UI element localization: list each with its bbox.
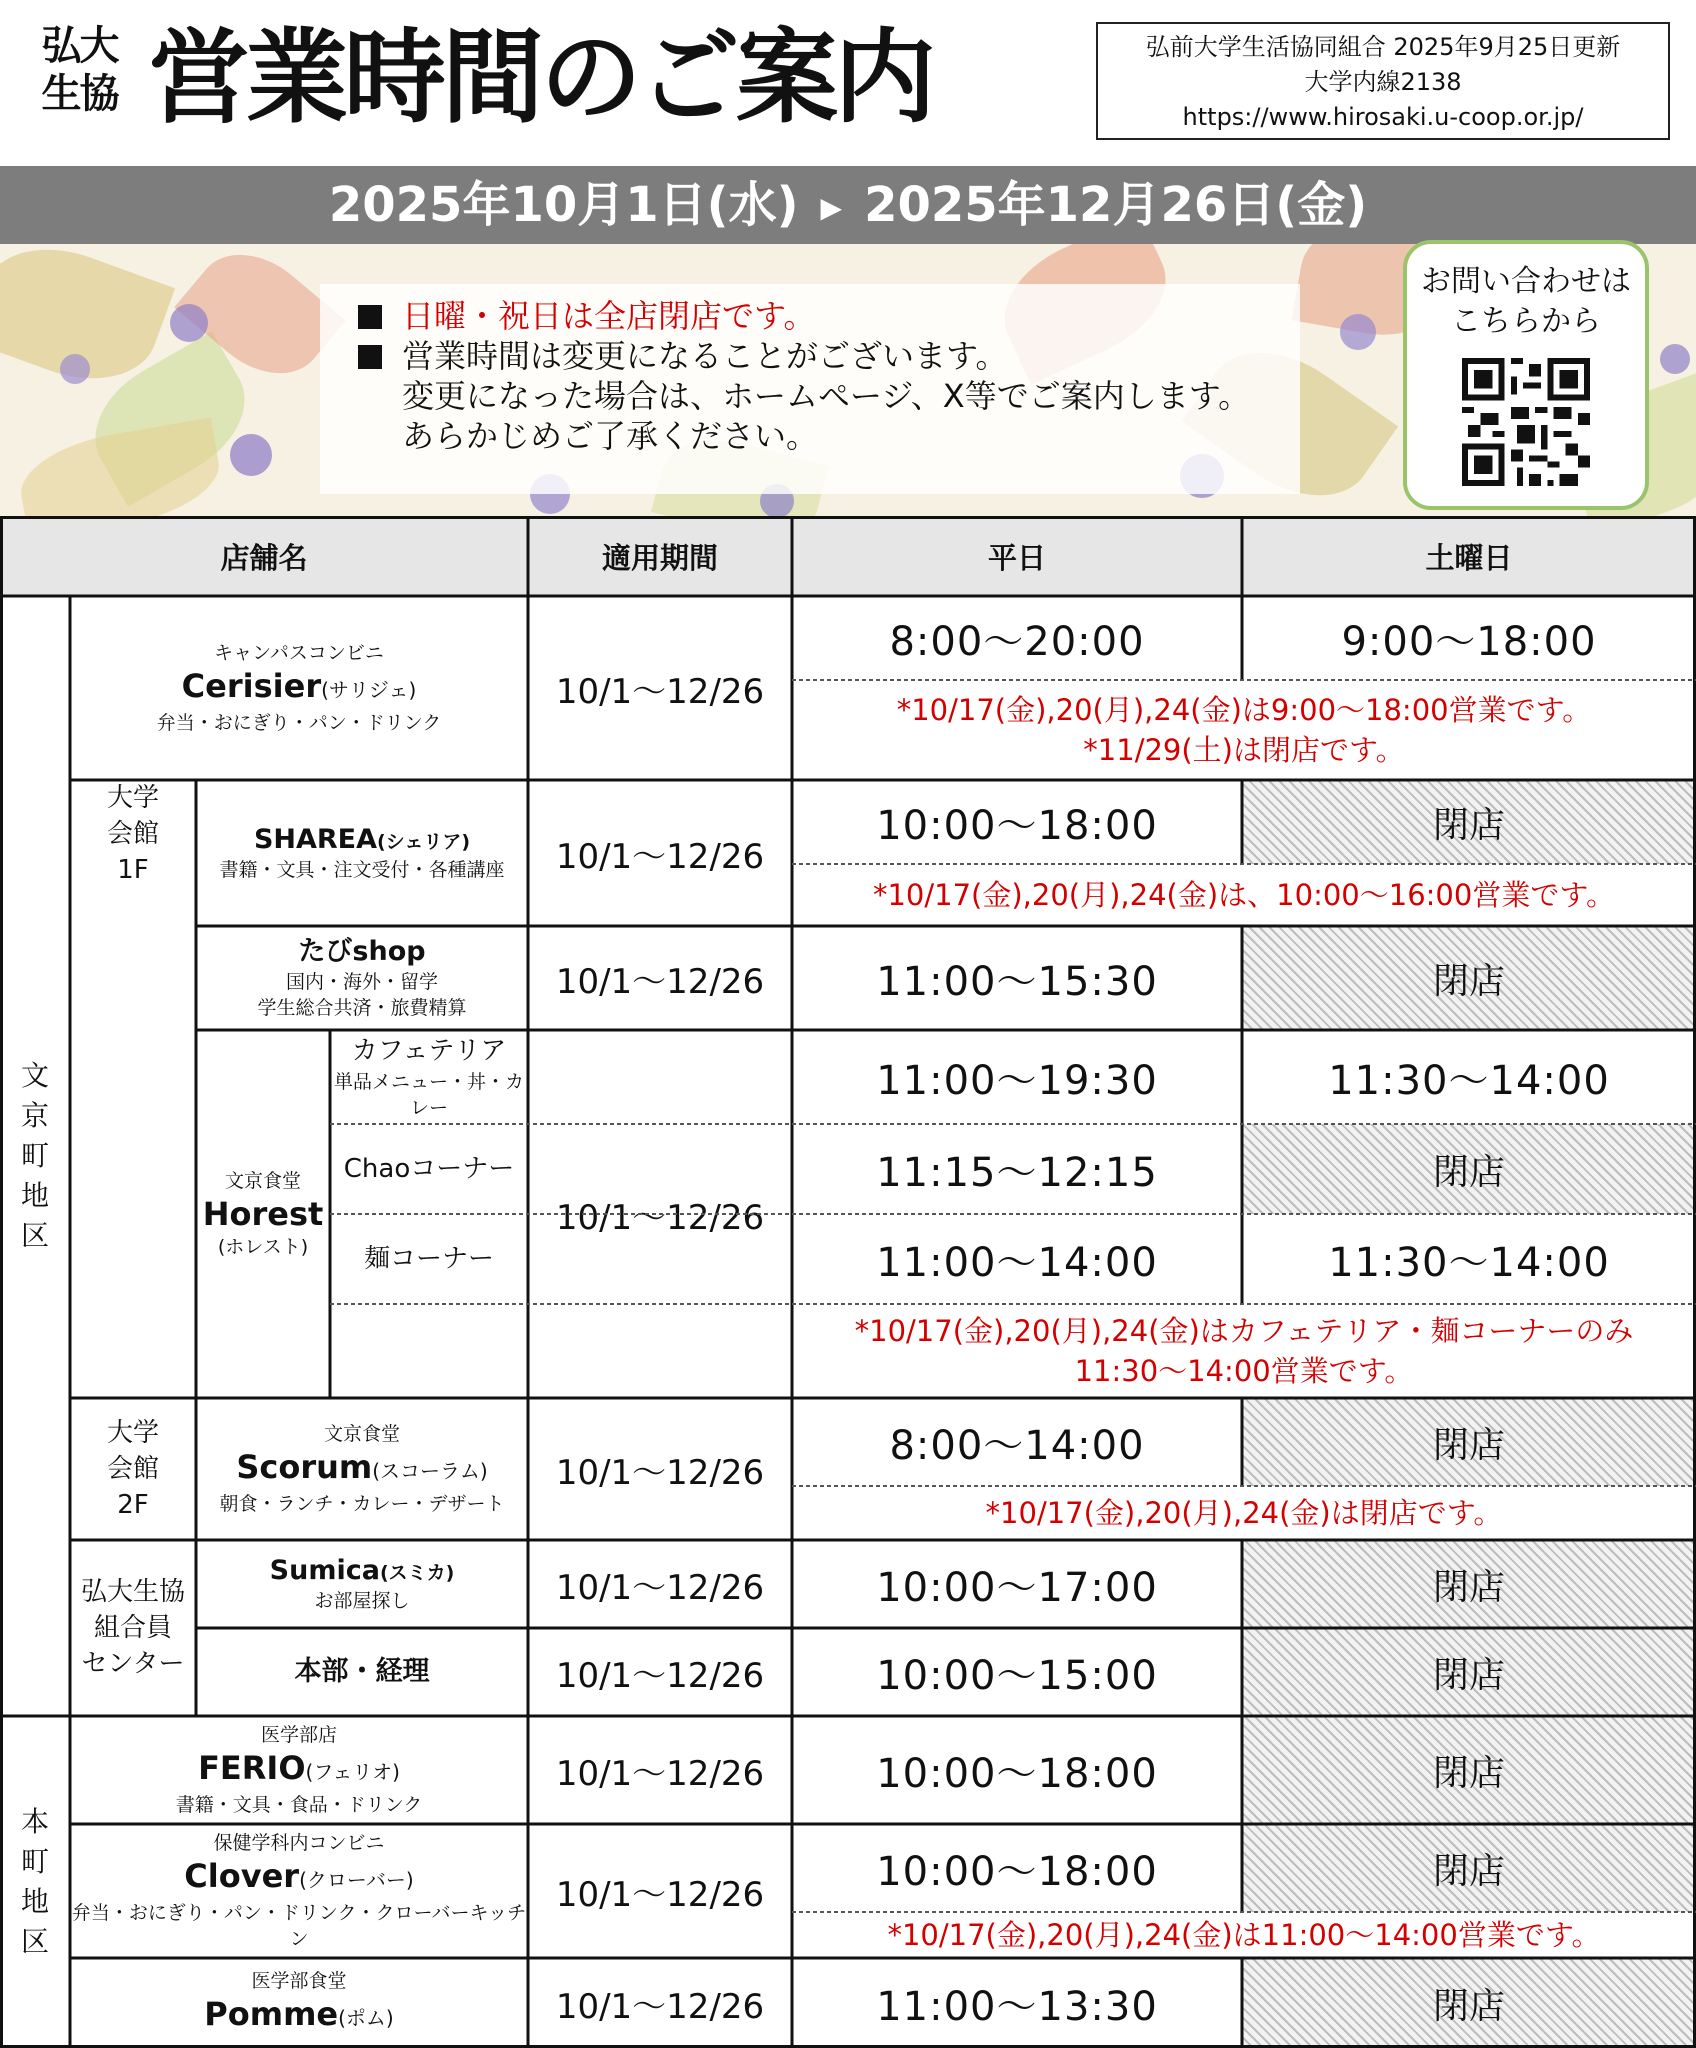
saturday-hours: 11:30〜14:00 <box>1328 1057 1610 1104</box>
horest-men: 麺コーナー <box>363 1244 494 1274</box>
closed-cell: 閉店 <box>1242 926 1696 1030</box>
period-cell: 10/1〜12/26 <box>555 671 765 712</box>
period-cell: 10/1〜12/26 <box>555 1874 765 1915</box>
period-cell: 10/1〜12/26 <box>555 1753 765 1794</box>
notice-line <box>340 296 1280 336</box>
notice-holiday-closed: 日曜・祝日は全店閉店です。 <box>402 297 816 335</box>
note-horest: *10/17(金),20(月),24(金)はカフェテリア・麺コーナーのみ 11:30〜14:00営業です。 <box>854 1314 1634 1388</box>
brand-line1: 弘大 <box>41 23 118 69</box>
weekday-hours: 11:00〜13:30 <box>876 1983 1158 2030</box>
notice-line <box>340 336 1280 376</box>
weekday-hours: 10:00〜18:00 <box>876 1750 1158 1797</box>
period-cell: 10/1〜12/26 <box>555 1655 765 1696</box>
period-cell: 10/1〜12/26 <box>555 1452 765 1493</box>
store-tabishop: たびshop 国内・海外・留学 学生総合共済・旅費精算 <box>257 936 467 1019</box>
store-horest: 文京食堂 Horest (ホレスト) <box>202 1170 324 1258</box>
area-bunkyo: 文京町地区 <box>20 1059 49 1252</box>
note-scorum: *10/17(金),20(月),24(金)は閉店です。 <box>985 1496 1503 1530</box>
info-extension-line: 大学内線2138 <box>1304 68 1462 96</box>
weekday-hours: 11:15〜12:15 <box>876 1149 1158 1196</box>
header-saturday: 土曜日 <box>1242 516 1696 596</box>
decorative-berry <box>1660 344 1690 374</box>
notice-box <box>320 284 1300 494</box>
closed-cell: 閉店 <box>1242 1824 1696 1912</box>
weekday-hours: 11:00〜19:30 <box>876 1057 1158 1104</box>
notice-acknowledge: あらかじめご了承ください。 <box>402 417 819 455</box>
store-honbu: 本部・経理 <box>294 1656 430 1687</box>
decorative-berry <box>60 354 90 384</box>
store-scorum: 文京食堂 Scorum(スコーラム) 朝食・ランチ・カレー・デザート <box>219 1423 505 1515</box>
info-box <box>1096 22 1670 140</box>
store-sharea: SHAREA(シェリア) 書籍・文具・注文受付・各種講座 <box>219 824 505 881</box>
weekday-hours: 10:00〜17:00 <box>876 1564 1158 1611</box>
qr-code-icon[interactable] <box>1462 358 1590 486</box>
header-period: 適用期間 <box>528 516 792 596</box>
closed-cell: 閉店 <box>1242 1398 1696 1486</box>
hours-table <box>0 516 1696 2048</box>
weekday-hours: 10:00〜15:00 <box>876 1652 1158 1699</box>
period-cell: 10/1〜12/26 <box>555 961 765 1002</box>
closed-cell: 閉店 <box>1242 780 1696 864</box>
header-weekday: 平日 <box>792 516 1242 596</box>
header-store: 店舗名 <box>0 516 528 596</box>
page-title: 営業時間のご案内 <box>148 19 932 138</box>
weekday-hours: 10:00〜18:00 <box>876 802 1158 849</box>
horest-chao: Chaoコーナー <box>343 1154 515 1184</box>
saturday-hours: 11:30〜14:00 <box>1328 1239 1610 1286</box>
header <box>0 0 1696 160</box>
closed-cell: 閉店 <box>1242 1958 1696 2048</box>
closed-cell: 閉店 <box>1242 1124 1696 1214</box>
store-cerisier: キャンパスコンビニ Cerisier(サリジェ) 弁当・おにぎり・パン・ドリンク <box>156 642 442 734</box>
period-cell: 10/1〜12/26 <box>555 1197 765 1238</box>
store-pomme: 医学部食堂 Pomme(ポム) <box>204 1970 394 2033</box>
contact-line1: お問い合わせは <box>1421 264 1631 299</box>
group-kaikan-2f: 大学 会館 2F <box>106 1418 159 1520</box>
note-sharea: *10/17(金),20(月),24(金)は、10:00〜16:00営業です。 <box>872 878 1616 912</box>
weekday-hours: 11:00〜15:30 <box>876 958 1158 1005</box>
period-end: 2025年12月26日(金) <box>864 177 1368 233</box>
notice-announcement: 変更になった場合は、ホームページ、X等でご案内します。 <box>402 377 1251 415</box>
notice-line <box>340 416 1280 456</box>
contact-line2: こちらから <box>1451 304 1601 339</box>
info-url-line[interactable]: https://www.hirosaki.u-coop.or.jp/ <box>1182 103 1584 131</box>
closed-cell: 閉店 <box>1242 1628 1696 1716</box>
store-ferio: 医学部店 FERIO(フェリオ) 書籍・文具・食品・ドリンク <box>175 1724 423 1816</box>
brand-logo <box>22 22 137 118</box>
weekday-hours: 8:00〜14:00 <box>889 1422 1145 1469</box>
decorative-berry <box>230 434 272 476</box>
closed-cell: 閉店 <box>1242 1716 1696 1824</box>
period-start: 2025年10月1日(水) <box>328 177 799 233</box>
bullet-square-icon <box>358 305 382 329</box>
weekday-hours: 10:00〜18:00 <box>876 1848 1158 1895</box>
period-cell: 10/1〜12/26 <box>555 1986 765 2027</box>
group-kaikan-1f: 大学 会館 1F <box>106 783 159 885</box>
note-cerisier: *10/17(金),20(月),24(金)は9:00〜18:00営業です。 *11/29(土)は閉店です。 <box>896 693 1592 767</box>
closed-cell: 閉店 <box>1242 1540 1696 1628</box>
weekday-hours: 11:00〜14:00 <box>876 1239 1158 1286</box>
note-clover: *10/17(金),20(月),24(金)は11:00〜14:00営業です。 <box>887 1918 1601 1952</box>
arrow-right-icon: ▶ <box>820 191 843 224</box>
period-cell: 10/1〜12/26 <box>555 836 765 877</box>
brand-line2: 生協 <box>41 71 118 117</box>
notice-hours-change: 営業時間は変更になることがございます。 <box>402 337 1008 375</box>
weekday-hours: 8:00〜20:00 <box>889 618 1145 665</box>
period-bar <box>0 166 1696 244</box>
store-clover: 保健学科内コンビニ Clover(クローバー) 弁当・おにぎり・パン・ドリンク・クローバーキッチン <box>71 1832 527 1950</box>
bullet-square-icon <box>358 345 382 369</box>
notice-line <box>340 376 1280 416</box>
decorative-berry <box>1340 314 1376 350</box>
area-honcho: 本町地区 <box>20 1805 49 1958</box>
contact-qr-box[interactable] <box>1403 240 1649 510</box>
saturday-hours: 9:00〜18:00 <box>1341 618 1597 665</box>
store-sumica: Sumica(スミカ) お部屋探し <box>269 1555 455 1612</box>
period-cell: 10/1〜12/26 <box>555 1567 765 1608</box>
info-update-line: 弘前大学生活協同組合 2025年9月25日更新 <box>1145 33 1621 61</box>
group-member-center: 弘大生協 組合員 センター <box>80 1577 185 1679</box>
decorative-berry <box>170 304 208 342</box>
horest-cafeteria: カフェテリア 単品メニュー・丼・カレー <box>333 1036 524 1119</box>
